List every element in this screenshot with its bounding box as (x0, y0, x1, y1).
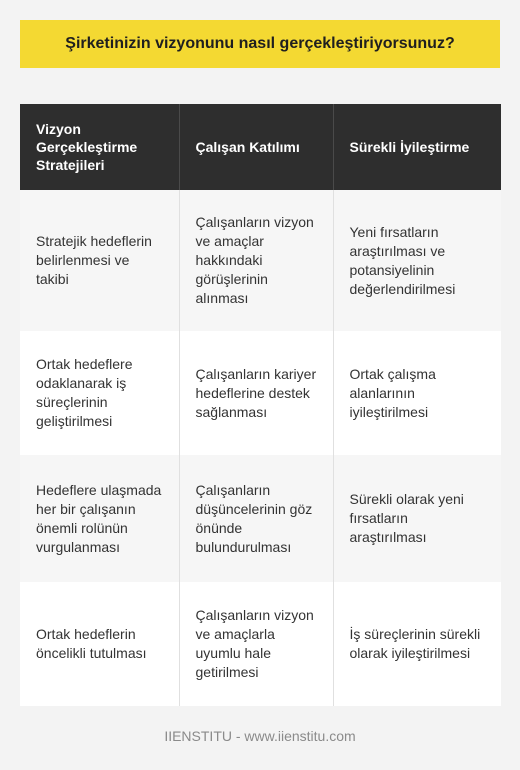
table-cell: Ortak hedeflerin öncelikli tutulması (20, 582, 179, 706)
column-header: Sürekli İyileştirme (333, 104, 501, 190)
table-row (20, 455, 501, 582)
column-header: Vizyon Gerçekleştirme Stratejileri (20, 104, 179, 190)
comparison-table (20, 104, 501, 706)
table-header-row (20, 104, 501, 190)
table-cell: Ortak çalışma alanlarının iyileştirilmesi (333, 331, 501, 455)
footer-credit: IIENSTITU - www.iienstitu.com (164, 728, 356, 744)
table-row (20, 331, 501, 455)
table-row (20, 190, 501, 331)
column-header: Çalışan Katılımı (179, 104, 333, 190)
page-title-text: Şirketinizin vizyonunu nasıl gerçekleştiriyorsunuz? (65, 35, 455, 52)
table-cell: Stratejik hedeflerin belirlenmesi ve takibi (20, 190, 179, 331)
table-cell: Çalışanların düşüncelerinin göz önünde bulundurulması (179, 455, 333, 582)
page-title (20, 20, 500, 68)
table-cell: Çalışanların kariyer hedeflerine destek sağlanması (179, 331, 333, 455)
table-cell: Çalışanların vizyon ve amaçlar hakkındaki görüşlerinin alınması (179, 190, 333, 331)
table-cell: Sürekli olarak yeni fırsatların araştırılması (333, 455, 501, 582)
table-cell: Ortak hedeflere odaklanarak iş süreçlerinin geliştirilmesi (20, 331, 179, 455)
table-cell: Yeni fırsatların araştırılması ve potansiyelinin değerlendirilmesi (333, 190, 501, 331)
table-cell: İş süreçlerinin sürekli olarak iyileştirilmesi (333, 582, 501, 706)
table-cell: Hedeflere ulaşmada her bir çalışanın önemli rolünün vurgulanması (20, 455, 179, 582)
table-cell: Çalışanların vizyon ve amaçlarla uyumlu hale getirilmesi (179, 582, 333, 706)
table-row (20, 582, 501, 706)
